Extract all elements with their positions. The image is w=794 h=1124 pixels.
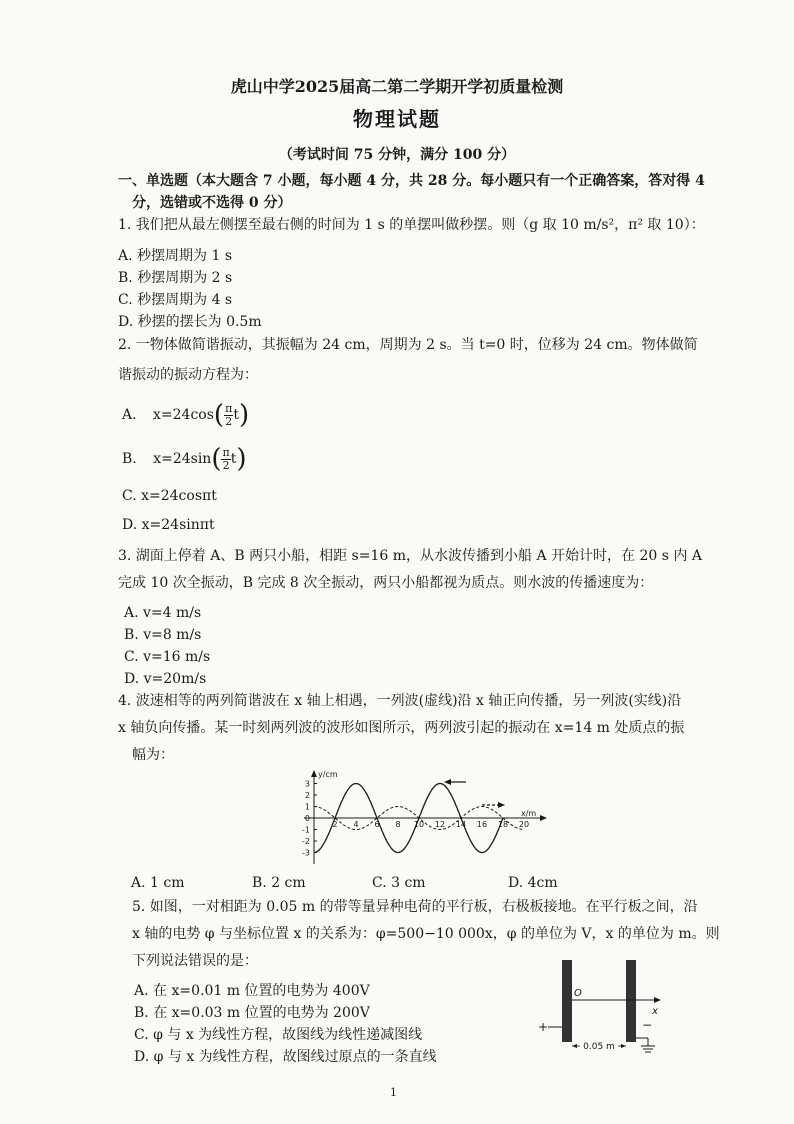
q1-option-c: C. 秒摆周期为 4 s bbox=[118, 292, 233, 308]
q4-stem-line1: 4. 波速相等的两列简谐波在 x 轴上相遇，一列波(虚线)沿 x 轴正向传播，另一列波(实线)沿 bbox=[118, 693, 682, 709]
x-tick-label: 6 bbox=[374, 820, 380, 829]
x-tick-label: 18 bbox=[497, 820, 509, 829]
q4-option-a: A. 1 cm bbox=[131, 875, 185, 891]
x-axis-arrow-icon bbox=[654, 997, 661, 1003]
q4-stem-line3: 幅为： bbox=[132, 747, 174, 763]
q5-stem-line2: x 轴的电势 φ 与坐标位置 x 的关系为：φ=500−10 000x，φ 的单位为 V，x 的单位为 m。则 bbox=[132, 926, 720, 942]
x-tick-label: 14 bbox=[455, 820, 467, 829]
left-plate bbox=[562, 960, 572, 1042]
y-tick-label: 2 bbox=[304, 791, 310, 800]
q3-stem-line2: 完成 10 次全振动，B 完成 8 次全振动，两只小船都视为质点。则水波的传播速度为： bbox=[118, 575, 654, 591]
left-charge-sign: + bbox=[538, 1020, 549, 1034]
page-number: 1 bbox=[390, 1086, 397, 1099]
x-tick-label: 16 bbox=[476, 820, 488, 829]
q1-stem: 1. 我们把从最左侧摆至最右侧的时间为 1 s 的单摆叫做秒摆。则（g 取 10 m/s²，π² 取 10）： bbox=[118, 217, 705, 233]
y-axis-arrow-icon bbox=[311, 770, 317, 777]
section-heading-line1: 一、单选题（本大题含 7 小题，每小题 4 分，共 28 分。每小题只有一个正确答案，答对得 4 bbox=[118, 173, 705, 189]
y-tick-label: -2 bbox=[302, 837, 310, 846]
q2-option-a: A. x=24cos( $\frac{\pi}{2}$ t) bbox=[122, 400, 250, 430]
q4-option-b: B. 2 cm bbox=[252, 875, 306, 891]
right-plate bbox=[626, 960, 636, 1042]
y-tick-label: 3 bbox=[304, 779, 310, 789]
distance-label: 0.05 m bbox=[583, 1042, 615, 1052]
x-axis-label: x/m bbox=[521, 809, 537, 818]
y-tick-label: 1 bbox=[304, 802, 310, 812]
x-axis-label: x bbox=[652, 1006, 658, 1017]
q2-stem-line2: 谐振动的振动方程为： bbox=[118, 367, 258, 383]
wave-figure bbox=[300, 768, 550, 868]
subject-title: 物理试题 bbox=[353, 107, 441, 131]
q2-option-d: D. x=24sinπt bbox=[122, 517, 215, 533]
q3-option-b: B. v=8 m/s bbox=[124, 627, 202, 643]
q1-option-b: B. 秒摆周期为 2 s bbox=[118, 270, 233, 286]
x-tick-label: 8 bbox=[395, 820, 401, 829]
q5-option-b: B. 在 x=0.03 m 位置的电势为 200V bbox=[134, 1005, 370, 1021]
exam-title: 虎山中学2025届高二第二学期开学初质量检测 bbox=[230, 77, 564, 96]
y-tick-label: 0 bbox=[304, 814, 310, 823]
x-tick-label: 10 bbox=[413, 820, 425, 829]
x-tick-label: 20 bbox=[518, 820, 530, 829]
q3-option-a: A. v=4 m/s bbox=[124, 605, 202, 621]
right-charge-sign: − bbox=[642, 1018, 653, 1032]
q3-stem-line1: 3. 湖面上停着 A、B 两只小船，相距 s=16 m，从水波传播到小船 A 开始计时，在 20 s 内 A bbox=[118, 548, 702, 564]
q3-option-c: C. v=16 m/s bbox=[124, 649, 211, 665]
q2-stem-line1: 2. 一物体做简谐振动，其振幅为 24 cm，周期为 2 s。当 t=0 时，位移为 24 cm。物体做简 bbox=[118, 337, 698, 353]
x-tick-label: 2 bbox=[332, 820, 338, 829]
q5-option-a: A. 在 x=0.01 m 位置的电势为 400V bbox=[134, 983, 370, 999]
exam-info: （考试时间 75 分钟，满分 100 分） bbox=[278, 147, 516, 163]
y-axis-label: y/cm bbox=[318, 770, 338, 779]
origin-label: O bbox=[574, 988, 582, 999]
q2-option-c: C. x=24cosπt bbox=[122, 488, 217, 504]
q4-option-d: D. 4cm bbox=[508, 875, 558, 891]
q1-option-a: A. 秒摆周期为 1 s bbox=[118, 248, 233, 264]
capacitor-figure bbox=[530, 956, 670, 1062]
q2-option-a-text: x=24cos bbox=[153, 407, 214, 423]
x-tick-label: 12 bbox=[434, 820, 446, 829]
q5-stem-line3: 下列说法错误的是： bbox=[132, 953, 258, 969]
q2-option-a-label: A. bbox=[122, 407, 137, 423]
q5-option-d: D. φ 与 x 为线性方程，故图线过原点的一条直线 bbox=[134, 1049, 437, 1065]
q2-option-b: B. x=24sin( $\frac{\pi}{2}$ t) bbox=[122, 444, 247, 474]
x-axis-arrow-icon bbox=[540, 815, 547, 821]
q1-option-d: D. 秒摆的摆长为 0.5m bbox=[118, 314, 262, 330]
q2-option-b-label: B. bbox=[122, 451, 137, 467]
q5-option-c: C. φ 与 x 为线性方程，故图线为线性递减图线 bbox=[134, 1027, 423, 1043]
q4-option-c: C. 3 cm bbox=[372, 875, 426, 891]
q2-option-b-text: x=24sin bbox=[153, 451, 212, 467]
q4-stem-line2: x 轴负向传播。某一时刻两列波的波形如图所示，两列波引起的振动在 x=14 m 处质点的振 bbox=[118, 720, 685, 736]
section-heading-line2: 分，选错或不选得 0 分） bbox=[132, 195, 292, 211]
x-tick-label: 4 bbox=[353, 820, 359, 829]
q3-option-d: D. v=20m/s bbox=[124, 671, 207, 687]
y-tick-label: -1 bbox=[302, 825, 310, 835]
q5-stem-line1: 5. 如图，一对相距为 0.05 m 的带等量异种电荷的平行板，右极板接地。在平行板之间，沿 bbox=[132, 899, 698, 915]
y-tick-label: -3 bbox=[302, 848, 310, 858]
